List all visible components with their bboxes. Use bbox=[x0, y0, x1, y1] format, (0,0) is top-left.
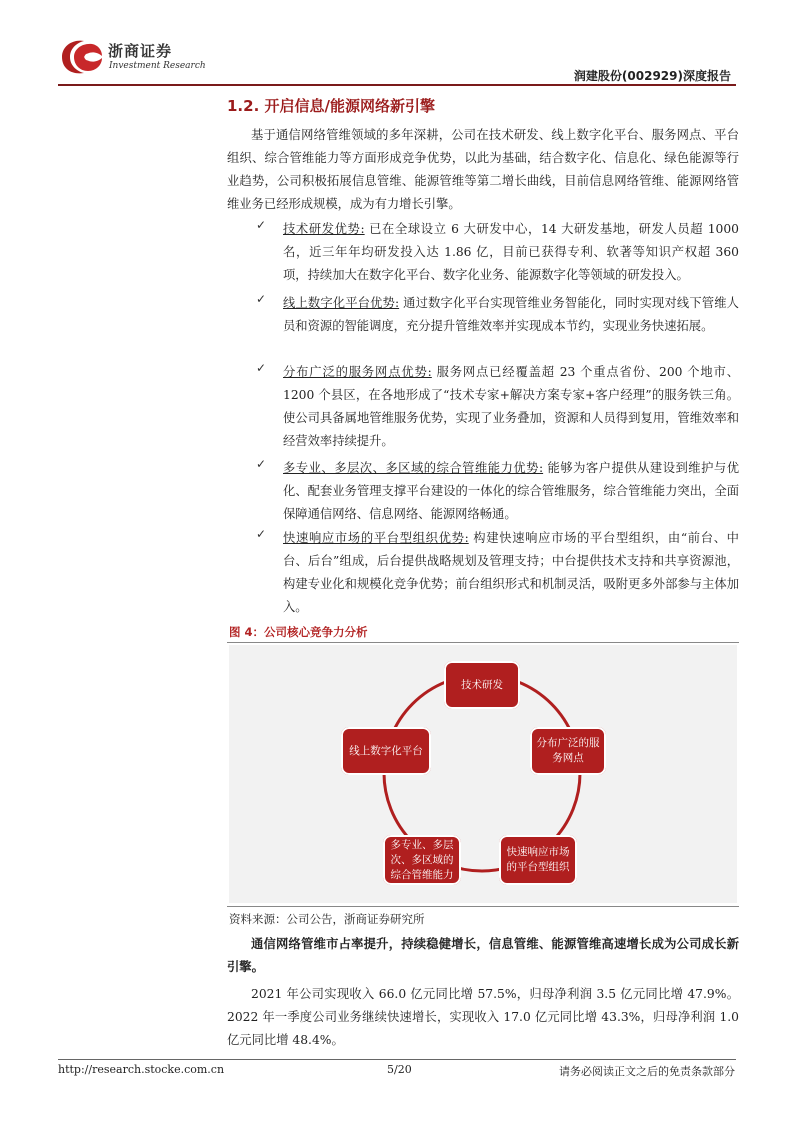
bullet-body: 通过数字化平台实现管维业务智能化，同时实现对线下管维人员和资源的智能调度，充分提升管维效率并实现成本节约，实现业务快速拓展。 bbox=[283, 296, 739, 333]
brand-logo-icon bbox=[58, 37, 104, 75]
conclusion-paragraph: 2021 年公司实现收入 66.0 亿元同比增 57.5%，归母净利润 3.5 亿元同比增 47.9%。2022 年一季度公司业务继续快速增长，实现收入 17.0 亿元同比增 43.3%，归母净利润 1.0 亿元同比增 48.4%。 bbox=[227, 987, 739, 1047]
bullet-heading: 分布广泛的服务网点优势: bbox=[283, 365, 432, 379]
header-divider bbox=[58, 84, 736, 86]
node-digital-platform: 线上数字化平台 bbox=[341, 727, 431, 775]
footer-divider bbox=[58, 1059, 736, 1060]
node-service-network: 分布广泛的服务网点 bbox=[530, 727, 606, 775]
checkmark-icon: ✓ bbox=[256, 527, 267, 541]
section-title: 1.2. 开启信息/能源网络新引擎 bbox=[227, 97, 435, 115]
checkmark-icon: ✓ bbox=[256, 457, 267, 471]
node-platform-org: 快速响应市场的平台型组织 bbox=[499, 835, 577, 885]
brand-name-en: Investment Research bbox=[109, 61, 206, 71]
page-number: 5/20 bbox=[387, 1063, 412, 1076]
footer-disclaimer: 请务必阅读正文之后的免责条款部分 bbox=[559, 1065, 735, 1078]
figure-top-rule bbox=[227, 642, 739, 643]
bullet-heading: 技术研发优势: bbox=[283, 222, 365, 236]
figure-title: 图 4：公司核心竞争力分析 bbox=[229, 625, 368, 639]
bullet-heading: 多专业、多层次、多区域的综合管维能力优势: bbox=[283, 461, 544, 475]
node-tech-rd: 技术研发 bbox=[444, 661, 520, 709]
bullet-body: 能够为客户提供从建设到维护与优化、配套业务管理支撑平台建设的一体化的综合管维服务，综合管维能力突出，全面保障通信网络、信息网络、能源网络畅通。 bbox=[283, 461, 739, 521]
intro-paragraph: 基于通信网络管维领域的多年深耕，公司在技术研发、线上数字化平台、服务网点、平台组织、综合管维能力等方面形成竞争优势，以此为基础，结合数字化、信息化、绿色能源等行业趋势，公司积极拓展信息管维、能源管维等第二增长曲线，目前信息网络管维、能源网络管维业务已经形成规模，成为有力增长引擎。 bbox=[227, 128, 739, 211]
figure-source: 资料来源：公司公告，浙商证券研究所 bbox=[229, 912, 425, 926]
bullet-body: 已在全球设立 6 大研发中心，14 大研发基地，研发人员超 1000 名，近三年年均研发投入达 1.86 亿，目前已获得专利、软著等知识产权超 360 项，持续加大在数字化平台、数字化业务、能源数字化等领域的研发投入。 bbox=[283, 222, 739, 282]
bullet-body: 构建快速响应市场的平台型组织，由“前台、中台、后台”组成，后台提供战略规划及管理支持；中台提供技术支持和共享资源池，构建专业化和规模化竞争优势；前台组织形式和机制灵活，吸附更多外部参与主体加入。 bbox=[283, 531, 739, 614]
bullet-heading: 快速响应市场的平台型组织优势: bbox=[283, 531, 469, 545]
bullet-heading: 线上数字化平台优势: bbox=[283, 296, 400, 310]
competitiveness-diagram bbox=[229, 645, 737, 903]
bullet-body: 服务网点已经覆盖超 23 个重点省份、200 个地市、1200 个县区，在各地形成了“技术专家+解决方案专家+客户经理”的服务铁三角。使公司具备属地管维服务优势，实现了业务叠加，资源和人员得到复用，管维效率和经营效率持续提升。 bbox=[283, 365, 739, 448]
footer-url[interactable]: http://research.stocke.com.cn bbox=[58, 1063, 225, 1076]
checkmark-icon: ✓ bbox=[256, 292, 267, 306]
node-integrated-maintenance: 多专业、多层次、多区域的综合管维能力 bbox=[383, 835, 461, 885]
conclusion-heading: 通信网络管维市占率提升，持续稳健增长，信息管维、能源管维高速增长成为公司成长新引擎。 bbox=[227, 936, 739, 974]
checkmark-icon: ✓ bbox=[256, 218, 267, 232]
checkmark-icon: ✓ bbox=[256, 361, 267, 375]
report-title: 润建股份(002929)深度报告 bbox=[573, 69, 731, 83]
figure-bottom-rule bbox=[227, 906, 739, 907]
brand-name-cn: 浙商证券 bbox=[108, 42, 173, 60]
